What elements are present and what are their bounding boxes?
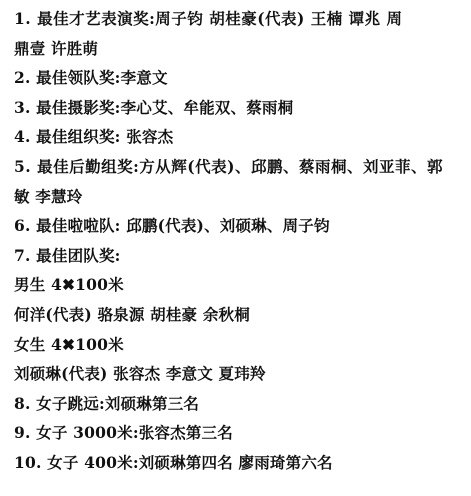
award-line-3000m: 9. 女子 3000米:张容杰第三名 [14,423,233,443]
award-line-long-jump: 8. 女子跳远:刘硕琳第三名 [14,393,200,413]
team-members-men-relay: 何洋(代表) 骆泉源 胡桂豪 余秋桐 [14,304,250,324]
team-heading-women-relay: 女生 4✖100米 [14,334,124,354]
award-line-400m: 10. 女子 400米:刘硕琳第四名 廖雨琦第六名 [14,452,333,472]
award-line-team-leader: 2. 最佳领队奖:李意文 [14,68,168,88]
award-line-logistics-continued: 敏 李慧玲 [14,186,83,206]
award-line-organization: 4. 最佳组织奖: 张容杰 [14,127,174,147]
award-line-team: 7. 最佳团队奖: [14,245,121,265]
award-line-talent-show: 1. 最佳才艺表演奖:周子钧 胡桂豪(代表) 王楠 谭兆 周 [14,9,403,28]
team-members-women-relay: 刘硕琳(代表) 张容杰 李意文 夏玮羚 [14,364,266,384]
team-heading-men-relay: 男生 4✖100米 [14,275,124,295]
award-line-talent-show-continued: 鼎壹 许胜萌 [14,38,99,58]
award-list [14,4,464,478]
award-line-logistics: 5. 最佳后勤组奖:方从辉(代表)、邱鹏、蔡雨桐、刘亚菲、郭 [14,156,443,176]
award-line-cheerleading: 6. 最佳啦啦队: 邱鹏(代表)、刘硕琳、周子钧 [14,216,330,236]
award-line-photography: 3. 最佳摄影奖:李心艾、牟能双、蔡雨桐 [14,97,294,117]
